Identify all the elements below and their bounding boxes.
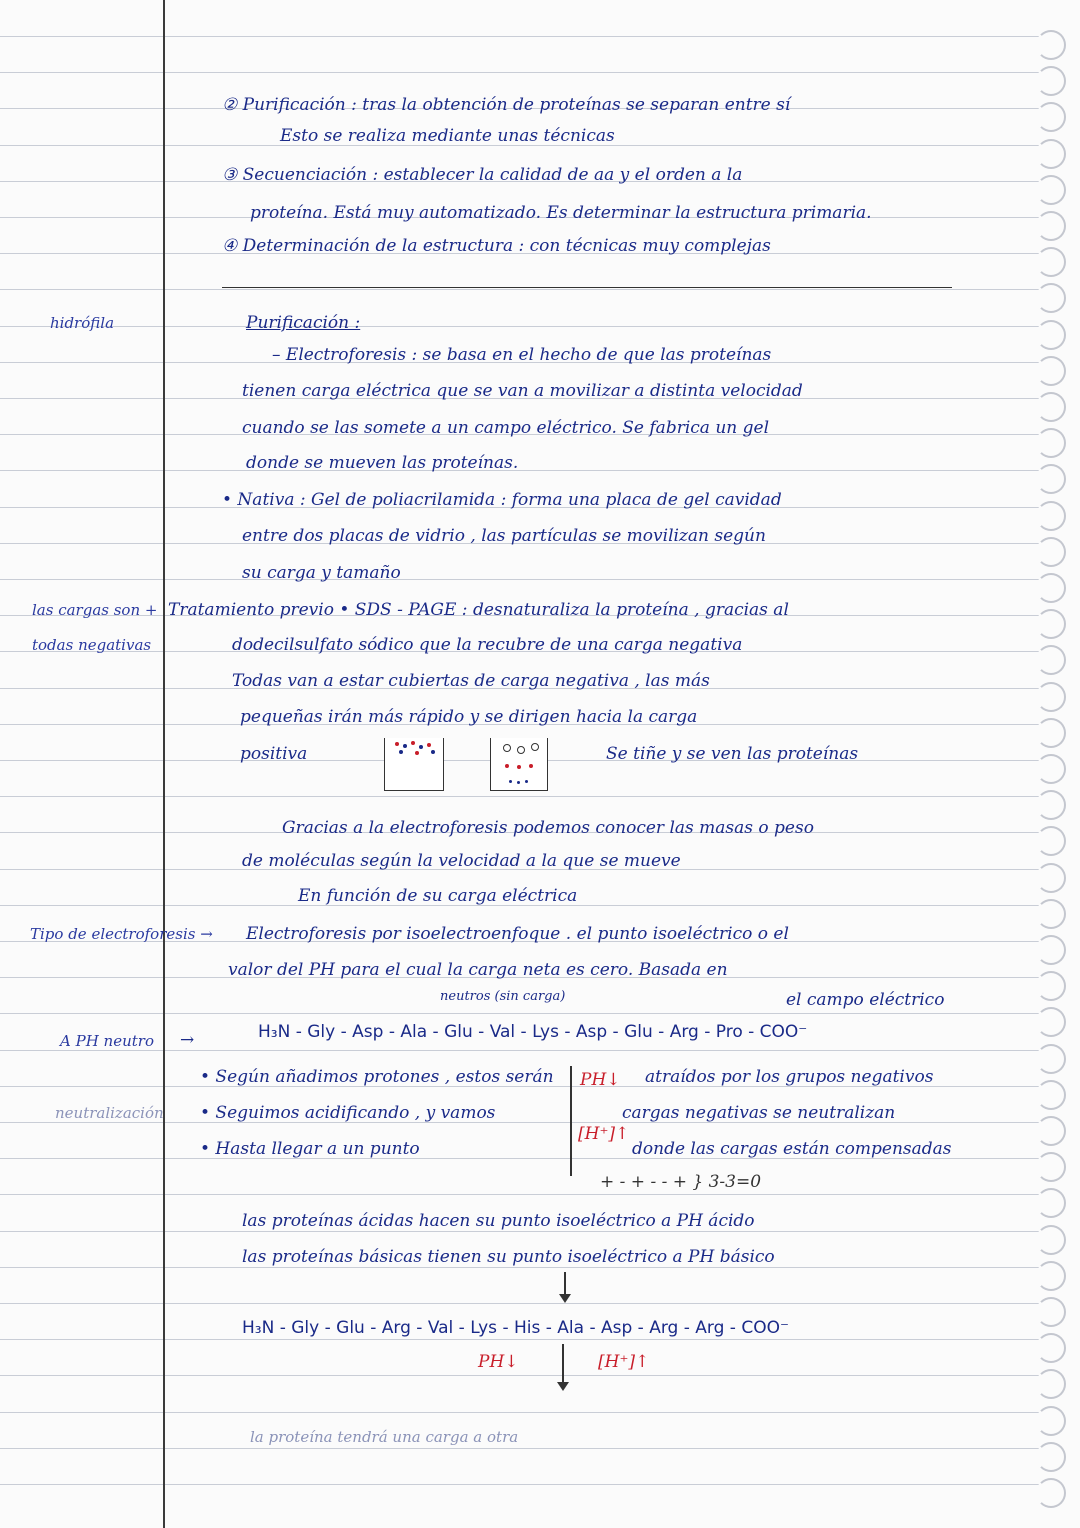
note-line: dodecilsulfato sódico que la recubre de una carga negativa [232, 635, 743, 655]
margin-line [163, 0, 165, 1528]
margin-note: las cargas son + [32, 601, 158, 619]
ruled-line [0, 289, 1040, 290]
note-line: ③ Secuenciación : establecer la calidad de aa y el orden a la [222, 165, 743, 185]
arrow-icon: → [180, 1030, 195, 1050]
note-line: su carga y tamaño [242, 563, 401, 583]
binder-ring [1036, 1261, 1066, 1291]
binder-ring [1036, 30, 1066, 60]
binder-ring [1036, 1406, 1066, 1436]
note-line: positiva [240, 744, 308, 764]
binder-ring [1036, 356, 1066, 386]
binder-ring [1036, 1297, 1066, 1327]
binder-ring [1036, 1152, 1066, 1182]
ruled-line [0, 1339, 1040, 1340]
gel-drawing-sds [490, 738, 548, 791]
note-line: – Electroforesis : se basa en el hecho de que las proteínas [272, 345, 772, 365]
binder-ring [1036, 1080, 1066, 1110]
note-line: • Nativa : Gel de poliacrilamida : forma una placa de gel cavidad [222, 490, 782, 510]
note-line: donde las cargas están compensadas [632, 1139, 952, 1159]
note-line: cuando se las somete a un campo eléctrico. Se fabrica un gel [242, 418, 769, 438]
binder-ring [1036, 1116, 1066, 1146]
binder-ring [1036, 971, 1066, 1001]
binder-ring [1036, 1442, 1066, 1472]
ruled-line [0, 1448, 1040, 1449]
binder-ring [1036, 464, 1066, 494]
note-line: Tratamiento previo • SDS - PAGE : desnaturaliza la proteína , gracias al [168, 600, 789, 620]
note-line: de moléculas según la velocidad a la que se mueve [242, 851, 681, 871]
ruled-line [0, 72, 1040, 73]
amino-acid-sequence: H₃N - Gly - Asp - Ala - Glu - Val - Lys - Asp - Glu - Arg - Pro - COO⁻ [258, 1022, 808, 1042]
ruled-line [0, 1194, 1040, 1195]
binder-ring [1036, 863, 1066, 893]
note-line: Gracias a la electroforesis podemos conocer las masas o peso [282, 818, 814, 838]
note-line: las proteínas ácidas hacen su punto isoeléctrico a PH ácido [242, 1211, 755, 1231]
ruled-line [0, 1484, 1040, 1485]
binder-ring [1036, 66, 1066, 96]
note-line: • Hasta llegar a un punto [200, 1139, 420, 1159]
note-line: ② Purificación : tras la obtención de proteínas se separan entre sí [222, 95, 791, 115]
binder-ring [1036, 537, 1066, 567]
note-line: • Según añadimos protones , estos serán [200, 1067, 554, 1087]
down-arrow-line [562, 1344, 564, 1384]
binder-ring [1036, 392, 1066, 422]
note-line: atraídos por los grupos negativos [645, 1067, 934, 1087]
margin-note: hidrófila [50, 314, 115, 332]
binder-ring [1036, 320, 1066, 350]
note-line: Electroforesis por isoelectroenfoque . el punto isoeléctrico o el [246, 924, 789, 944]
note-line: Todas van a estar cubiertas de carga negativa , las más [232, 671, 710, 691]
binder-ring [1036, 1225, 1066, 1255]
margin-note: Tipo de electroforesis → [30, 925, 213, 943]
binder-ring [1036, 1333, 1066, 1363]
binder-ring [1036, 645, 1066, 675]
note-line: Esto se realiza mediante unas técnicas [280, 126, 615, 146]
binder-ring [1036, 573, 1066, 603]
binder-ring [1036, 935, 1066, 965]
ruled-line [0, 1013, 1040, 1014]
gel-drawing-native [384, 738, 444, 791]
binder-ring [1036, 899, 1066, 929]
binder-ring [1036, 1188, 1066, 1218]
down-arrow-line [564, 1272, 566, 1296]
note-line: • Seguimos acidificando , y vamos [200, 1103, 496, 1123]
ruled-line [0, 1231, 1040, 1232]
ruled-line [0, 1050, 1040, 1051]
binder-ring [1036, 718, 1066, 748]
ruled-line [0, 796, 1040, 797]
margin-note: neutralización [55, 1104, 164, 1122]
note-line: donde se mueven las proteínas. [246, 453, 519, 473]
down-arrow-icon [559, 1294, 571, 1303]
binder-ring [1036, 1369, 1066, 1399]
ruled-line [0, 579, 1040, 580]
binder-ring [1036, 175, 1066, 205]
note-line: proteína. Está muy automatizado. Es determinar la estructura primaria. [250, 203, 872, 223]
h-up-label: [H⁺]↑ [578, 1124, 630, 1144]
down-arrow-icon [557, 1382, 569, 1391]
margin-note: A PH neutro [60, 1032, 154, 1050]
ruled-line [0, 1375, 1040, 1376]
binder-ring [1036, 754, 1066, 784]
binder-ring [1036, 247, 1066, 277]
divider-line [570, 1066, 572, 1176]
h-up-label: [H⁺]↑ [598, 1352, 650, 1372]
ph-down-label: PH↓ [478, 1352, 519, 1372]
ruled-line [0, 470, 1040, 471]
note-annotation: neutros (sin carga) [440, 989, 566, 1004]
binder-ring [1036, 1007, 1066, 1037]
ruled-line [0, 1267, 1040, 1268]
note-line: el campo eléctrico [786, 990, 945, 1010]
note-line: Se tiñe y se ven las proteínas [606, 744, 859, 764]
binder-ring [1036, 1478, 1066, 1508]
ruled-line [0, 36, 1040, 37]
section-heading: Purificación : [246, 313, 361, 333]
ruled-line [0, 326, 1040, 327]
note-line: valor del PH para el cual la carga neta es cero. Basada en [228, 960, 728, 980]
ruled-line [0, 1412, 1040, 1413]
note-line: tienen carga eléctrica que se van a movilizar a distinta velocidad [242, 381, 803, 401]
binder-ring [1036, 1044, 1066, 1074]
binder-ring [1036, 139, 1066, 169]
ph-down-label: PH↓ [580, 1070, 621, 1090]
margin-note: todas negativas [32, 636, 152, 654]
binder-ring [1036, 790, 1066, 820]
binder-ring [1036, 283, 1066, 313]
binder-ring [1036, 428, 1066, 458]
binder-ring [1036, 501, 1066, 531]
binder-ring [1036, 682, 1066, 712]
note-line-faint: la proteína tendrá una carga a otra [250, 1428, 519, 1446]
ruled-line [0, 1303, 1040, 1304]
note-line: En función de su carga eléctrica [298, 886, 578, 906]
binder-ring [1036, 102, 1066, 132]
binder-ring [1036, 211, 1066, 241]
note-line: cargas negativas se neutralizan [622, 1103, 896, 1123]
charge-sum: + - + - - + } 3-3=0 [600, 1172, 762, 1192]
note-line: entre dos placas de vidrio , las partículas se movilizan según [242, 526, 766, 546]
binder-ring [1036, 609, 1066, 639]
amino-acid-sequence: H₃N - Gly - Glu - Arg - Val - Lys - His - Ala - Asp - Arg - Arg - COO⁻ [242, 1318, 789, 1338]
note-line: las proteínas básicas tienen su punto isoeléctrico a PH básico [242, 1247, 775, 1267]
section-divider [222, 287, 952, 288]
note-line: ④ Determinación de la estructura : con técnicas muy complejas [222, 236, 771, 256]
binder-ring [1036, 826, 1066, 856]
note-line: pequeñas irán más rápido y se dirigen hacia la carga [240, 707, 698, 727]
